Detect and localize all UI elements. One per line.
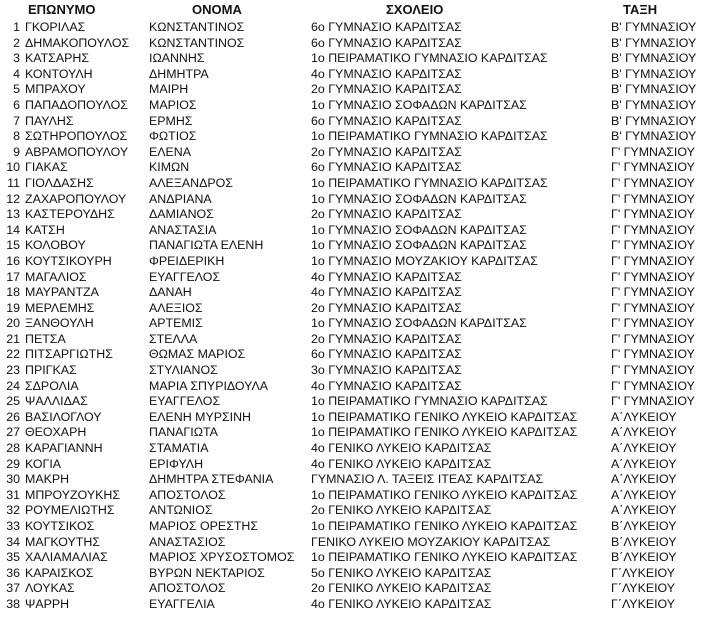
row-school: 1ο ΓΥΜΝΑΣΙΟ ΣΟΦΑΔΩΝ ΚΑΡΔΙΤΣΑΣ xyxy=(311,238,527,253)
table-row xyxy=(0,441,702,457)
row-name: ΒΥΡΩΝ ΝΕΚΤΑΡΙΟΣ xyxy=(149,565,265,580)
row-grade: Β' ΓΥΜΝΑΣΙΟΥ xyxy=(611,51,697,66)
row-number: 31 xyxy=(6,487,20,502)
row-surname: ΖΑΧΑΡΟΠΟΥΛΟΥ xyxy=(25,191,127,206)
row-grade: Γ' ΓΥΜΝΑΣΙΟΥ xyxy=(611,285,695,300)
row-name: ΑΝΑΣΤΑΣΙΑ xyxy=(149,222,217,237)
row-name: ΕΛΕΝΗ ΜΥΡΣΙΝΗ xyxy=(149,409,251,424)
table-row xyxy=(0,98,702,114)
row-number: 6 xyxy=(13,97,20,112)
table-row xyxy=(0,145,702,161)
row-number: 2 xyxy=(13,35,20,50)
row-school: 4ο ΓΥΜΝΑΣΙΟ ΚΑΡΔΙΤΣΑΣ xyxy=(311,66,462,81)
table-row xyxy=(0,457,702,473)
row-school: 1ο ΠΕΙΡΑΜΑΤΙΚΟ ΓΕΝΙΚΟ ΛΥΚΕΙΟ ΚΑΡΔΙΤΣΑΣ xyxy=(311,409,578,424)
row-number: 14 xyxy=(6,222,20,237)
row-number: 28 xyxy=(6,441,20,456)
row-grade: Γ' ΓΥΜΝΑΣΙΟΥ xyxy=(611,253,695,268)
table-row xyxy=(0,316,702,332)
row-grade: Β' ΓΥΜΝΑΣΙΟΥ xyxy=(611,129,697,144)
row-surname: ΓΙΟΛΔΑΣΗΣ xyxy=(25,175,94,190)
table-row xyxy=(0,36,702,52)
row-surname: ΓΙΑΚΑΣ xyxy=(25,160,68,175)
row-school: 2ο ΓΥΜΝΑΣΙΟ ΚΑΡΔΙΤΣΑΣ xyxy=(311,331,462,346)
row-surname: ΠΑΥΛΗΣ xyxy=(25,113,74,128)
row-number: 13 xyxy=(6,207,20,222)
table-row xyxy=(0,160,702,176)
row-surname: ΠΡΙΓΚΑΣ xyxy=(25,363,77,378)
table-row xyxy=(0,394,702,410)
row-number: 12 xyxy=(6,191,20,206)
table-header xyxy=(0,0,702,20)
row-surname: ΜΑΓΚΟΥΤΗΣ xyxy=(25,534,100,549)
row-surname: ΨΑΛΛΙΔΑΣ xyxy=(25,394,88,409)
row-name: ΜΑΡΙΑ ΣΠΥΡΙΔΟΥΛΑ xyxy=(149,378,269,393)
row-surname: ΔΗΜΑΚΟΠΟΥΛΟΣ xyxy=(25,35,130,50)
row-surname: ΞΑΝΘΟΥΛΗ xyxy=(25,316,94,331)
row-surname: ΚΟΛΟΒΟΥ xyxy=(25,238,86,253)
row-number: 22 xyxy=(6,347,20,362)
table-row xyxy=(0,114,702,130)
row-name: ΜΑΡΙΟΣ ΧΡΥΣΟΣΤΟΜΟΣ xyxy=(149,550,295,565)
row-grade: Γ' ΓΥΜΝΑΣΙΟΥ xyxy=(611,269,695,284)
row-surname: ΜΑΓΑΛΙΟΣ xyxy=(25,269,87,284)
row-name: ΠΑΝΑΓΙΩΤΑ ΕΛΕΝΗ xyxy=(149,238,264,253)
row-name: ΚΩΝΣΤΑΝΤΙΝΟΣ xyxy=(149,35,245,50)
table-row xyxy=(0,254,702,270)
row-grade: Γ' ΓΥΜΝΑΣΙΟΥ xyxy=(611,175,695,190)
table-row xyxy=(0,581,702,597)
row-name: ΣΤΑΜΑΤΙΑ xyxy=(149,441,209,456)
row-grade: Α΄ΛΥΚΕΙΟΥ xyxy=(611,456,677,471)
row-name: ΦΡΕΙΔΕΡΙΚΗ xyxy=(149,253,225,268)
row-school: 6ο ΓΥΜΝΑΣΙΟ ΚΑΡΔΙΤΣΑΣ xyxy=(311,160,462,175)
table-row xyxy=(0,332,702,348)
row-surname: ΛΟΥΚΑΣ xyxy=(25,581,75,596)
header-name: ΟΝΟΜΑ xyxy=(192,2,242,17)
row-surname: ΑΒΡΑΜΟΠΟΥΛΟΥ xyxy=(25,144,129,159)
row-number: 18 xyxy=(6,285,20,300)
row-surname: ΜΠΡΟΥΖΟΥΚΗΣ xyxy=(25,487,120,502)
row-name: ΙΩΑΝΝΗΣ xyxy=(149,51,205,66)
row-school: 1ο ΓΥΜΝΑΣΙΟ ΜΟΥΖΑΚΙΟΥ ΚΑΡΔΙΤΣΑΣ xyxy=(311,253,538,268)
row-name: ΕΥΑΓΓΕΛΟΣ xyxy=(149,394,221,409)
row-school: 4ο ΓΥΜΝΑΣΙΟ ΚΑΡΔΙΤΣΑΣ xyxy=(311,378,462,393)
row-surname: ΠΙΤΣΑΡΓΙΩΤΗΣ xyxy=(25,347,113,362)
table-row xyxy=(0,347,702,363)
row-grade: Α΄ΛΥΚΕΙΟΥ xyxy=(611,487,677,502)
row-name: ΑΝΤΩΝΙΟΣ xyxy=(149,503,213,518)
row-number: 16 xyxy=(6,253,20,268)
row-school: 4ο ΓΕΝΙΚΟ ΛΥΚΕΙΟ ΚΑΡΔΙΤΣΑΣ xyxy=(311,441,492,456)
row-grade: Α΄ΛΥΚΕΙΟΥ xyxy=(611,409,677,424)
row-name: ΑΡΤΕΜΙΣ xyxy=(149,316,203,331)
row-number: 25 xyxy=(6,394,20,409)
table-row xyxy=(0,270,702,286)
table-row xyxy=(0,550,702,566)
row-surname: ΚΑΡΑΙΣΚΟΣ xyxy=(25,565,94,580)
row-number: 37 xyxy=(6,581,20,596)
row-name: ΚΙΜΩΝ xyxy=(149,160,190,175)
row-number: 36 xyxy=(6,565,20,580)
row-number: 9 xyxy=(13,144,20,159)
row-surname: ΚΑΤΣΗ xyxy=(25,222,65,237)
row-name: ΑΛΕΞΙΟΣ xyxy=(149,300,203,315)
row-school: 1ο ΠΕΙΡΑΜΑΤΙΚΟ ΓΕΝΙΚΟ ΛΥΚΕΙΟ ΚΑΡΔΙΤΣΑΣ xyxy=(311,550,578,565)
row-school: 4ο ΓΕΝΙΚΟ ΛΥΚΕΙΟ ΚΑΡΔΙΤΣΑΣ xyxy=(311,596,492,611)
table-row xyxy=(0,379,702,395)
row-surname: ΘΕΟΧΑΡΗ xyxy=(25,425,87,440)
row-grade: Γ' ΓΥΜΝΑΣΙΟΥ xyxy=(611,300,695,315)
row-number: 1 xyxy=(13,20,20,34)
table-row xyxy=(0,82,702,98)
row-name: ΣΤΕΛΛΑ xyxy=(149,331,198,346)
row-grade: Β΄ΛΥΚΕΙΟΥ xyxy=(611,534,677,549)
row-school: 2ο ΓΥΜΝΑΣΙΟ ΚΑΡΔΙΤΣΑΣ xyxy=(311,144,462,159)
row-school: ΓΕΝΙΚΟ ΛΥΚΕΙΟ ΜΟΥΖΑΚΙΟΥ ΚΑΡΔΙΤΣΑΣ xyxy=(311,534,551,549)
row-grade: Γ΄ΛΥΚΕΙΟΥ xyxy=(611,581,676,596)
table-row xyxy=(0,192,702,208)
row-name: ΑΛΕΞΑΝΔΡΟΣ xyxy=(149,175,233,190)
row-surname: ΚΟΝΤΟΥΛΗ xyxy=(25,66,93,81)
row-name: ΑΝΑΣΤΑΣΙΟΣ xyxy=(149,534,226,549)
row-name: ΜΑΡΙΟΣ ΟΡΕΣΤΗΣ xyxy=(149,519,259,533)
row-surname: ΠΑΠΑΔΟΠΟΥΛΟΣ xyxy=(25,97,128,112)
row-name: ΑΠΟΣΤΟΛΟΣ xyxy=(149,487,226,502)
row-grade: Α΄ΛΥΚΕΙΟΥ xyxy=(611,503,677,518)
row-grade: Γ' ΓΥΜΝΑΣΙΟΥ xyxy=(611,316,695,331)
row-surname: ΡΟΥΜΕΛΙΩΤΗΣ xyxy=(25,503,115,518)
table-body xyxy=(0,20,702,613)
header-surname: ΕΠΩΝΥΜΟ xyxy=(28,2,96,17)
row-name: ΕΛΕΝΑ xyxy=(149,144,192,159)
row-school: 1ο ΠΕΙΡΑΜΑΤΙΚΟ ΓΥΜΝΑΣΙΟ ΚΑΡΔΙΤΣΑΣ xyxy=(311,394,548,409)
row-school: 4ο ΓΥΜΝΑΣΙΟ ΚΑΡΔΙΤΣΑΣ xyxy=(311,269,462,284)
row-name: ΔΑΝΑΗ xyxy=(149,285,192,300)
row-name: ΕΥΑΓΓΕΛΙΑ xyxy=(149,596,215,611)
row-school: 1ο ΠΕΙΡΑΜΑΤΙΚΟ ΓΕΝΙΚΟ ΛΥΚΕΙΟ ΚΑΡΔΙΤΣΑΣ xyxy=(311,487,578,502)
row-grade: Β' ΓΥΜΝΑΣΙΟΥ xyxy=(611,82,697,97)
table-row xyxy=(0,51,702,67)
row-surname: ΜΑΥΡΑΝΤΖΑ xyxy=(25,285,99,300)
row-grade: Β' ΓΥΜΝΑΣΙΟΥ xyxy=(611,66,697,81)
row-grade: Γ' ΓΥΜΝΑΣΙΟΥ xyxy=(611,363,695,378)
table-row xyxy=(0,597,702,613)
row-grade: Γ' ΓΥΜΝΑΣΙΟΥ xyxy=(611,160,695,175)
row-number: 10 xyxy=(6,160,20,175)
row-number: 26 xyxy=(6,409,20,424)
row-grade: Γ΄ΛΥΚΕΙΟΥ xyxy=(611,565,676,580)
row-number: 23 xyxy=(6,363,20,378)
row-name: ΚΩΝΣΤΑΝΤΙΝΟΣ xyxy=(149,20,245,34)
row-grade: Γ' ΓΥΜΝΑΣΙΟΥ xyxy=(611,331,695,346)
row-school: 1ο ΓΥΜΝΑΣΙΟ ΣΟΦΑΔΩΝ ΚΑΡΔΙΤΣΑΣ xyxy=(311,222,527,237)
row-number: 11 xyxy=(7,175,20,190)
row-school: ΓΥΜΝΑΣΙΟ Λ. ΤΑΞΕΙΣ ΙΤΕΑΣ ΚΑΡΔΙΤΣΑΣ xyxy=(311,472,544,487)
row-name: ΕΡΙΦΥΛΗ xyxy=(149,456,204,471)
row-school: 5ο ΓΕΝΙΚΟ ΛΥΚΕΙΟ ΚΑΡΔΙΤΣΑΣ xyxy=(311,565,492,580)
row-grade: Β΄ΛΥΚΕΙΟΥ xyxy=(611,550,677,565)
row-number: 21 xyxy=(6,331,20,346)
row-school: 3ο ΓΥΜΝΑΣΙΟ ΚΑΡΔΙΤΣΑΣ xyxy=(311,363,462,378)
row-grade: Γ΄ΛΥΚΕΙΟΥ xyxy=(611,596,676,611)
row-school: 4ο ΓΥΜΝΑΣΙΟ ΚΑΡΔΙΤΣΑΣ xyxy=(311,285,462,300)
header-grade: ΤΑΞΗ xyxy=(623,2,658,17)
row-grade: Β' ΓΥΜΝΑΣΙΟΥ xyxy=(611,113,697,128)
row-surname: ΚΑΡΑΓΙΑΝΝΗ xyxy=(25,441,103,456)
row-number: 34 xyxy=(6,534,20,549)
row-grade: Γ' ΓΥΜΝΑΣΙΟΥ xyxy=(611,144,695,159)
row-name: ΘΩΜΑΣ ΜΑΡΙΟΣ xyxy=(149,347,246,362)
row-school: 2ο ΓΕΝΙΚΟ ΛΥΚΕΙΟ ΚΑΡΔΙΤΣΑΣ xyxy=(311,503,492,518)
row-surname: ΚΟΥΤΣΙΚΟΣ xyxy=(25,519,95,533)
row-name: ΔΗΜΗΤΡΑ ΣΤΕΦΑΝΙΑ xyxy=(149,472,274,487)
table-row xyxy=(0,472,702,488)
row-surname: ΚΟΓΙΑ xyxy=(25,456,62,471)
table-row xyxy=(0,488,702,504)
row-name: ΕΥΑΓΓΕΛΟΣ xyxy=(149,269,221,284)
row-school: 1ο ΓΥΜΝΑΣΙΟ ΣΟΦΑΔΩΝ ΚΑΡΔΙΤΣΑΣ xyxy=(311,316,527,331)
table-row xyxy=(0,519,702,535)
row-number: 19 xyxy=(6,300,20,315)
row-surname: ΚΑΣΤΕΡΟΥΔΗΣ xyxy=(25,207,115,222)
row-school: 2ο ΓΥΜΝΑΣΙΟ ΚΑΡΔΙΤΣΑΣ xyxy=(311,207,462,222)
row-school: 1ο ΓΥΜΝΑΣΙΟ ΣΟΦΑΔΩΝ ΚΑΡΔΙΤΣΑΣ xyxy=(311,97,527,112)
row-number: 24 xyxy=(6,378,20,393)
table-row xyxy=(0,67,702,83)
row-school: 2ο ΓΕΝΙΚΟ ΛΥΚΕΙΟ ΚΑΡΔΙΤΣΑΣ xyxy=(311,581,492,596)
table-row xyxy=(0,285,702,301)
row-surname: ΚΑΤΣΑΡΗΣ xyxy=(25,51,89,66)
row-surname: ΓΚΟΡΙΛΑΣ xyxy=(25,20,86,34)
row-grade: Α΄ΛΥΚΕΙΟΥ xyxy=(611,425,677,440)
table-row xyxy=(0,238,702,254)
row-name: ΕΡΜΗΣ xyxy=(149,113,193,128)
row-school: 1ο ΠΕΙΡΑΜΑΤΙΚΟ ΓΥΜΝΑΣΙΟ ΚΑΡΔΙΤΣΑΣ xyxy=(311,129,548,144)
row-name: ΦΩΤΙΟΣ xyxy=(149,129,197,144)
row-surname: ΒΑΣΙΛΟΓΛΟΥ xyxy=(25,409,102,424)
row-grade: Γ' ΓΥΜΝΑΣΙΟΥ xyxy=(611,378,695,393)
row-number: 3 xyxy=(13,51,20,66)
row-grade: Β' ΓΥΜΝΑΣΙΟΥ xyxy=(611,97,697,112)
table-row xyxy=(0,301,702,317)
row-grade: Γ' ΓΥΜΝΑΣΙΟΥ xyxy=(611,222,695,237)
row-number: 8 xyxy=(13,129,20,144)
row-grade: Α΄ΛΥΚΕΙΟΥ xyxy=(611,472,677,487)
table-row xyxy=(0,363,702,379)
row-school: 6ο ΓΥΜΝΑΣΙΟ ΚΑΡΔΙΤΣΑΣ xyxy=(311,113,462,128)
row-name: ΜΑΙΡΗ xyxy=(149,82,189,97)
row-grade: Γ' ΓΥΜΝΑΣΙΟΥ xyxy=(611,394,695,409)
row-grade: Β' ΓΥΜΝΑΣΙΟΥ xyxy=(611,20,697,34)
row-name: ΔΗΜΗΤΡΑ xyxy=(149,66,209,81)
table-row xyxy=(0,410,702,426)
table-row xyxy=(0,425,702,441)
table-row xyxy=(0,129,702,145)
row-grade: Β΄ΛΥΚΕΙΟΥ xyxy=(611,519,677,533)
row-school: 1ο ΠΕΙΡΑΜΑΤΙΚΟ ΓΕΝΙΚΟ ΛΥΚΕΙΟ ΚΑΡΔΙΤΣΑΣ xyxy=(311,519,578,533)
row-name: ΣΤΥΛΙΑΝΟΣ xyxy=(149,363,218,378)
row-name: ΠΑΝΑΓΙΩΤΑ xyxy=(149,425,218,440)
row-number: 5 xyxy=(13,82,20,97)
row-grade: Α΄ΛΥΚΕΙΟΥ xyxy=(611,441,677,456)
row-grade: Γ' ΓΥΜΝΑΣΙΟΥ xyxy=(611,238,695,253)
header-school: ΣΧΟΛΕΙΟ xyxy=(386,2,444,17)
row-number: 17 xyxy=(6,269,20,284)
row-number: 29 xyxy=(6,456,20,471)
table-row xyxy=(0,176,702,192)
table-row xyxy=(0,223,702,239)
row-surname: ΜΕΡΛΕΜΗΣ xyxy=(25,300,95,315)
row-number: 4 xyxy=(13,66,20,81)
row-school: 6ο ΓΥΜΝΑΣΙΟ ΚΑΡΔΙΤΣΑΣ xyxy=(311,347,462,362)
row-number: 20 xyxy=(6,316,20,331)
table-row xyxy=(0,535,702,551)
row-name: ΔΑΜΙΑΝΟΣ xyxy=(149,207,214,222)
row-name: ΜΑΡΙΟΣ xyxy=(149,97,197,112)
row-name: ΑΠΟΣΤΟΛΟΣ xyxy=(149,581,226,596)
table-row xyxy=(0,207,702,223)
row-number: 30 xyxy=(6,472,20,487)
row-grade: Γ' ΓΥΜΝΑΣΙΟΥ xyxy=(611,347,695,362)
row-school: 4ο ΓΕΝΙΚΟ ΛΥΚΕΙΟ ΚΑΡΔΙΤΣΑΣ xyxy=(311,456,492,471)
table-row xyxy=(0,20,702,36)
row-surname: ΧΑΛΙΑΜΑΛΙΑΣ xyxy=(25,550,108,565)
row-number: 35 xyxy=(6,550,20,565)
row-number: 15 xyxy=(6,238,20,253)
row-grade: Γ' ΓΥΜΝΑΣΙΟΥ xyxy=(611,207,695,222)
row-school: 1ο ΠΕΙΡΑΜΑΤΙΚΟ ΓΕΝΙΚΟ ΛΥΚΕΙΟ ΚΑΡΔΙΤΣΑΣ xyxy=(311,425,578,440)
row-surname: ΠΕΤΣΑ xyxy=(25,331,66,346)
row-number: 33 xyxy=(6,519,20,533)
row-number: 32 xyxy=(6,503,20,518)
table-row xyxy=(0,503,702,519)
row-school: 1ο ΠΕΙΡΑΜΑΤΙΚΟ ΓΥΜΝΑΣΙΟ ΚΑΡΔΙΤΣΑΣ xyxy=(311,175,548,190)
row-surname: ΨΑΡΡΗ xyxy=(25,596,70,611)
row-school: 2ο ΓΥΜΝΑΣΙΟ ΚΑΡΔΙΤΣΑΣ xyxy=(311,300,462,315)
row-number: 27 xyxy=(6,425,20,440)
row-surname: ΣΔΡΟΛΙΑ xyxy=(25,378,79,393)
row-school: 6ο ΓΥΜΝΑΣΙΟ ΚΑΡΔΙΤΣΑΣ xyxy=(311,35,462,50)
row-surname: ΜΑΚΡΗ xyxy=(25,472,70,487)
row-surname: ΚΟΥΤΣΙΚΟΥΡΗ xyxy=(25,253,112,268)
row-number: 7 xyxy=(13,113,20,128)
row-grade: Γ' ΓΥΜΝΑΣΙΟΥ xyxy=(611,191,695,206)
row-number: 38 xyxy=(6,596,20,611)
row-school: 2ο ΓΥΜΝΑΣΙΟ ΚΑΡΔΙΤΣΑΣ xyxy=(311,82,462,97)
table-row xyxy=(0,566,702,582)
row-surname: ΣΩΤΗΡΟΠΟΥΛΟΣ xyxy=(25,129,128,144)
row-name: ΑΝΔΡΙΑΝΑ xyxy=(149,191,212,206)
row-grade: Β' ΓΥΜΝΑΣΙΟΥ xyxy=(611,35,697,50)
row-surname: ΜΠΡΑΧΟΥ xyxy=(25,82,86,97)
row-school: 1ο ΠΕΙΡΑΜΑΤΙΚΟ ΓΥΜΝΑΣΙΟ ΚΑΡΔΙΤΣΑΣ xyxy=(311,51,548,66)
row-school: 6ο ΓΥΜΝΑΣΙΟ ΚΑΡΔΙΤΣΑΣ xyxy=(311,20,462,34)
row-school: 1ο ΓΥΜΝΑΣΙΟ ΣΟΦΑΔΩΝ ΚΑΡΔΙΤΣΑΣ xyxy=(311,191,527,206)
